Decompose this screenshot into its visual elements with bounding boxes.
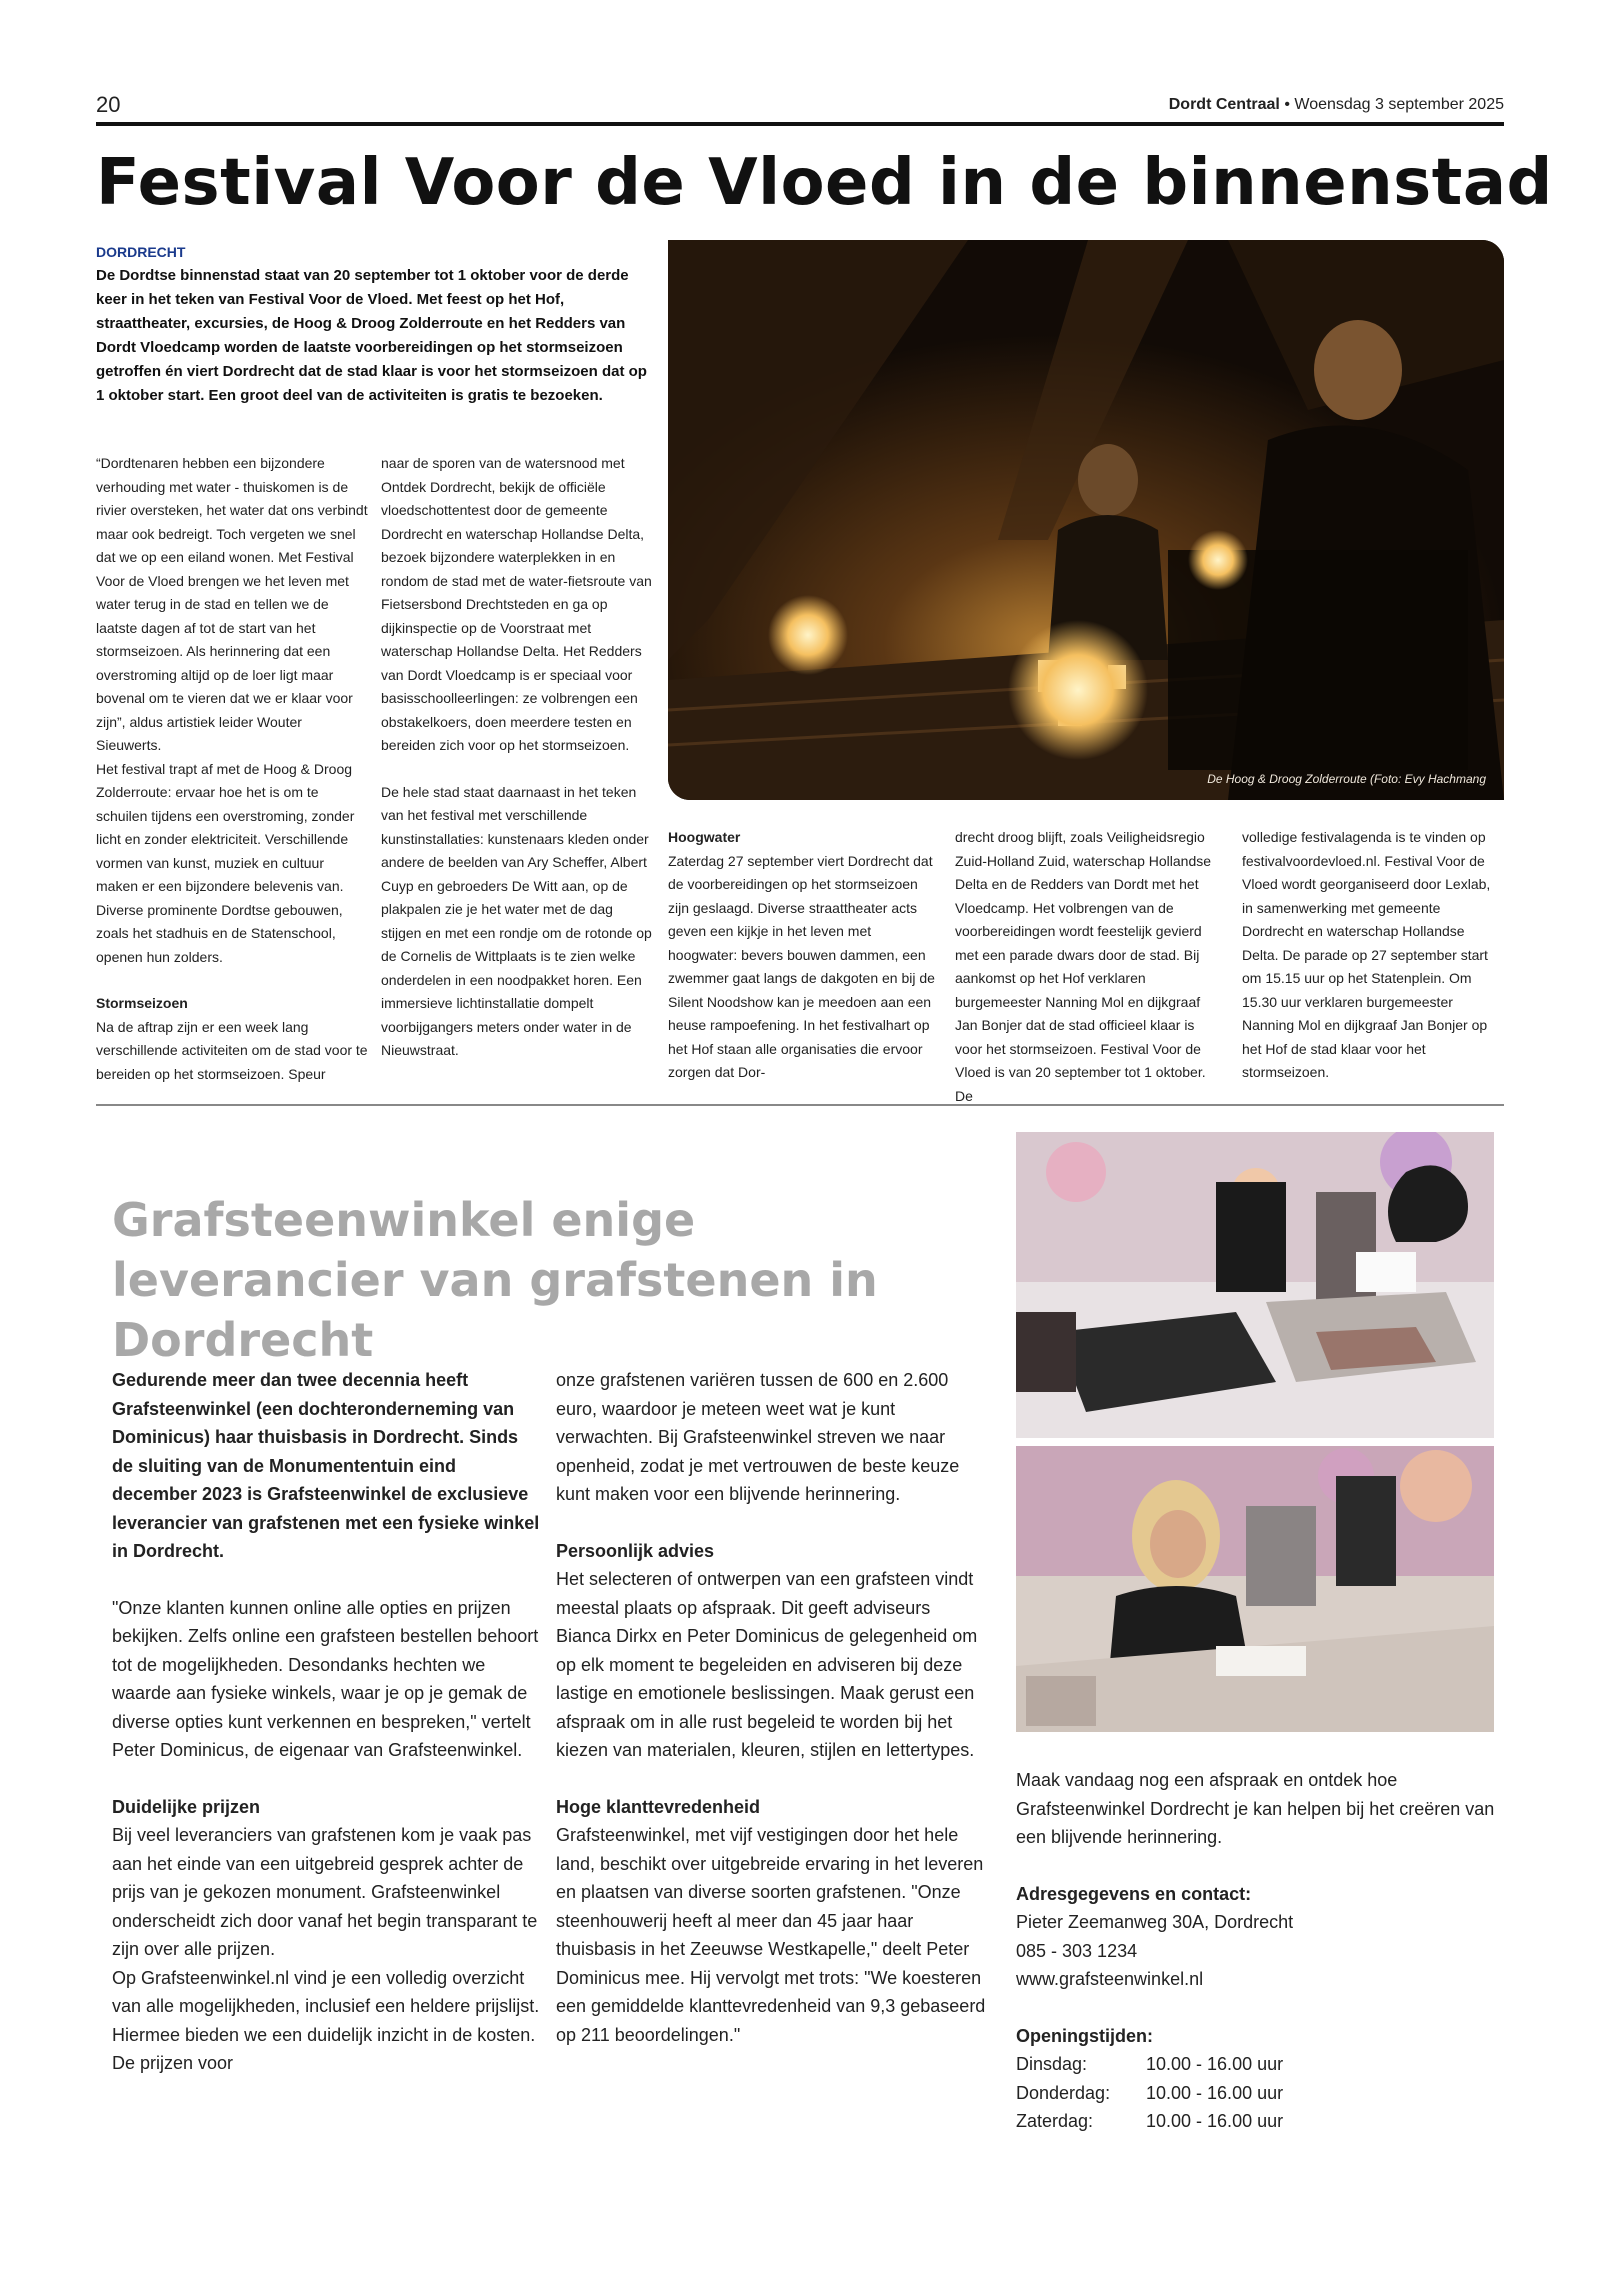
top-rule [96, 122, 1504, 126]
paragraph: naar de sporen van de watersnood met Ontdek Dordrecht, bekijk de officiële vloedschottentest door de gemeente Dordrecht en waterschap Hollandse Delta, bezoek bijzondere waterplekken in en rondom de stad met de water-fietsroute van Fietsersbond Drechtsteden en ga op dijkinspectie op de Voorstraat met waterschap Hollandse Delta. Het Redders van Dordt Vloedcamp is er speciaal voor basisschoolleerlingen: ze volbrengen een obstakelkoers, doen meerdere testen en bereiden zich voor op het stormseizoen. [381, 455, 652, 753]
attic-scene-illustration [668, 240, 1504, 800]
paragraph: De hele stad staat daarnaast in het teken van het festival met verschillende kunstinstallaties: kunstenaars kleden onder andere de beelden van Ary Scheffer, Albert Cuyp en gebroeders De Witt aan, op de plakpalen zie je het water met de dag stijgen en met een rondje om de rotonde op de Cornelis de Wittplaats is te zien welke onderdelen in een noodpakket horen. Een immersieve lichtinstallatie dompelt voorbijgangers meters onder water in de Nieuwstraat. [381, 783, 652, 1058]
article-photo [668, 240, 1504, 800]
subheading: Hoogwater [668, 829, 741, 845]
paragraph: Op Grafsteenwinkel.nl vind je een volledig overzicht van alle mogelijkheden, inclusief een heldere prijslijst. Hiermee bieden we een duidelijk inzicht in de kosten. De prijzen voor [112, 1967, 540, 2073]
photo-caption: De Hoog & Droog Zolderroute (Foto: Evy Hachmang [1207, 772, 1486, 786]
hours-row [1016, 2079, 1496, 2108]
article-headline: Festival Voor de Vloed in de binnenstad [96, 146, 1553, 220]
article-lead: De Dordtse binnenstad staat van 20 september tot 1 oktober voor de derde keer in het teken van Festival Voor de Vloed. Met feest op het Hof, straattheater, excursies, de Hoog & Droog Zolderroute en het Redders van Dordt Vloedcamp worden de laatste voorbereidingen op het stormseizoen getroffen én viert Dordrecht dat de stad klaar is voor het stormseizoen dat op 1 oktober start. Een groot deel van de activiteiten is gratis te bezoeken. [96, 267, 647, 404]
article-column-1 [96, 452, 368, 1086]
advisor-photo [1016, 1446, 1494, 1732]
advertorial-title: Grafsteenwinkel enige leverancier van grafstenen in Dordrecht [112, 1193, 878, 1367]
article-kicker: DORDRECHT [96, 244, 186, 260]
paragraph: Na de aftrap zijn er een week lang verschillende activiteiten om de stad voor te bereiden op het stormseizoen. Speur [96, 1018, 368, 1082]
advertorial-column-2 [556, 1366, 986, 2049]
hours-row [1016, 2050, 1496, 2079]
article-column-4 [955, 826, 1217, 1108]
hours-day: Zaterdag: [1016, 2111, 1094, 2131]
hours-row [1016, 2107, 1496, 2136]
paragraph: Grafsteenwinkel, met vijf vestigingen door het hele land, beschikt over uitgebreide ervaring in het leveren en plaatsen van diverse soorten grafstenen. "Onze steenhouwerij heeft al meer dan 45 jaar haar thuisbasis in het Zeeuwse Westkapelle," deelt Peter Dominicus mee. Hij vervolgt met trots: "We koesteren een gemiddelde klanttevredenheid van 9,3 gebaseerd op 211 beoordelingen." [556, 1825, 986, 2045]
hours-day: Dinsdag: [1016, 2054, 1088, 2074]
article-column-5 [1242, 826, 1504, 1085]
showroom-illustration [1016, 1132, 1494, 1438]
paragraph: volledige festivalagenda is te vinden op festivalvoordevloed.nl. Festival Voor de Vloed wordt georganiseerd door Lexlab, in samenwerking met gemeente Dordrecht en waterschap Hollandse Delta. De parade op 27 september start om 15.15 uur op het Statenplein. Om 15.30 uur verklaren burgemeester Nanning Mol en dijkgraaf Jan Bonjer op het Hof de stad klaar voor het stormseizoen. [1242, 829, 1491, 1080]
subheading: Stormseizoen [96, 995, 188, 1011]
phone-number[interactable]: 085 - 303 1234 [1016, 1940, 1138, 1961]
masthead-bullet: • [1284, 96, 1290, 113]
paragraph: Bij veel leveranciers van grafstenen kom je vaak pas aan het einde van een uitgebreid gesprek achter de prijs van je gekozen monument. Grafsteenwinkel onderscheidt zich door vanaf het begin transparant te zijn over alle prijzen. [112, 1825, 538, 1959]
paragraph: onze grafstenen variëren tussen de 600 en 2.600 euro, waardoor je meteen weet wat je kunt verwachten. Bij Grafsteenwinkel streven we naar openheid, zodat je met vertrouwen de beste keuze kunt maken voor een blijvende herinnering. [556, 1370, 960, 1504]
paragraph: Het festival trapt af met de Hoog & Droog Zolderroute: ervaar hoe het is om te schuilen tijdens een overstroming, zonder licht en zonder elektriciteit. Verschillende vormen van kunst, muziek en cultuur maken er een bijzondere belevenis van. Diverse prominente Dordtse gebouwen, zoals het stadhuis en de Statenschool, openen hun zolders. [96, 760, 355, 965]
issue-date: Woensdag 3 september 2025 [1294, 96, 1504, 113]
address: Pieter Zeemanweg 30A, Dordrecht [1016, 1912, 1294, 1932]
paragraph: "Onze klanten kunnen online alle opties en prijzen bekijken. Zelfs online een grafsteen bestellen behoort tot de mogelijkheden. Desondanks hechten we waarde aan fysieke winkels, waar je op je gemak de diverse opties kunt verkennen en bespreken," vertelt Peter Dominicus, de eigenaar van Grafsteenwinkel. [112, 1597, 539, 1760]
subheading: Duidelijke prijzen [112, 1796, 261, 1817]
advertorial-intro: Gedurende meer dan twee decennia heeft Grafsteenwinkel (een dochteronderneming van Dominicus) haar thuisbasis in Dordrecht. Sinds de sluiting van de Monumententuin eind december 2023 is Grafsteenwinkel de exclusieve leverancier van grafstenen met een fysieke winkel in Dordrecht. [112, 1370, 540, 1561]
section-divider [96, 1104, 1504, 1106]
paragraph: Maak vandaag nog een afspraak en ontdek hoe Grafsteenwinkel Dordrecht je kan helpen bij het creëren van een blijvende herinnering. [1016, 1770, 1495, 1847]
article-column-3 [668, 826, 940, 1085]
subheading: Persoonlijk advies [556, 1540, 715, 1561]
contact-heading: Adresgegevens en contact: [1016, 1883, 1252, 1904]
showroom-photo [1016, 1132, 1494, 1438]
hours-time: 10.00 - 16.00 uur [1146, 2054, 1284, 2074]
advisor-illustration [1016, 1446, 1494, 1732]
paragraph: drecht droog blijft, zoals Veiligheidsregio Zuid-Holland Zuid, waterschap Hollandse Delta en de Redders van Dordt met het Vloedcamp. Het volbrengen van de voorbereidingen wordt feestelijk gevierd met een parade dwars door de stad. Bij aankomst op het Hof verklaren burgemeester Nanning Mol en dijkgraaf Jan Bonjer dat de stad officieel klaar is voor het stormseizoen. Festival Voor de Vloed is van 20 september tot 1 oktober. De [955, 829, 1212, 1104]
opening-hours-heading: Openingstijden: [1016, 2025, 1153, 2046]
subheading: Hoge klanttevredenheid [556, 1796, 761, 1817]
paragraph: “Dordtenaren hebben een bijzondere verhouding met water - thuiskomen is de rivier oversteken, het water dat ons verbindt maar ook bedreigt. Toch vergeten we snel dat we op een eiland wonen. Met Festival Voor de Vloed brengen we het leven met water terug in de stad en tellen we de laatste dagen af tot de start van het stormseizoen. Als herinnering dat een overstroming altijd op de loer ligt maar bovenal om te vieren dat we er klaar voor zijn”, aldus artistiek leider Wouter Sieuwerts. [96, 455, 368, 753]
website-link[interactable]: www.grafsteenwinkel.nl [1016, 1969, 1204, 1989]
hours-time: 10.00 - 16.00 uur [1146, 2111, 1284, 2131]
page-number: 20 [96, 92, 121, 117]
masthead [1169, 96, 1504, 114]
advertorial-column-1 [112, 1366, 542, 2078]
hours-time: 10.00 - 16.00 uur [1146, 2082, 1284, 2103]
paragraph: Het selecteren of ontwerpen van een grafsteen vindt meestal plaats op afspraak. Dit geeft adviseurs Bianca Dirkx en Peter Dominicus de gelegenheid om op elk moment te begeleiden en adviseren bij deze lastige en emotionele beslissingen. Maak gerust een afspraak om in alle rust begeleid te worden bij het kiezen van materialen, kleuren, stijlen en lettertypes. [556, 1569, 978, 1760]
hours-day: Donderdag: [1016, 2082, 1111, 2103]
paper-name: Dordt Centraal [1168, 96, 1280, 113]
advertorial-column-3 [1016, 1766, 1496, 2136]
article-column-2 [381, 452, 653, 1063]
paragraph: Zaterdag 27 september viert Dordrecht dat de voorbereidingen op het stormseizoen zijn geslaagd. Diverse straattheater acts geven een kijkje in het leven met hoogwater: bevers bouwen dammen, een zwemmer gaat langs de dakgoten en bij de Silent Noodshow kan je meedoen aan een heuse rampoefening. In het festivalhart op het Hof staan alle organisaties die ervoor zorgen dat Dor- [668, 852, 935, 1080]
